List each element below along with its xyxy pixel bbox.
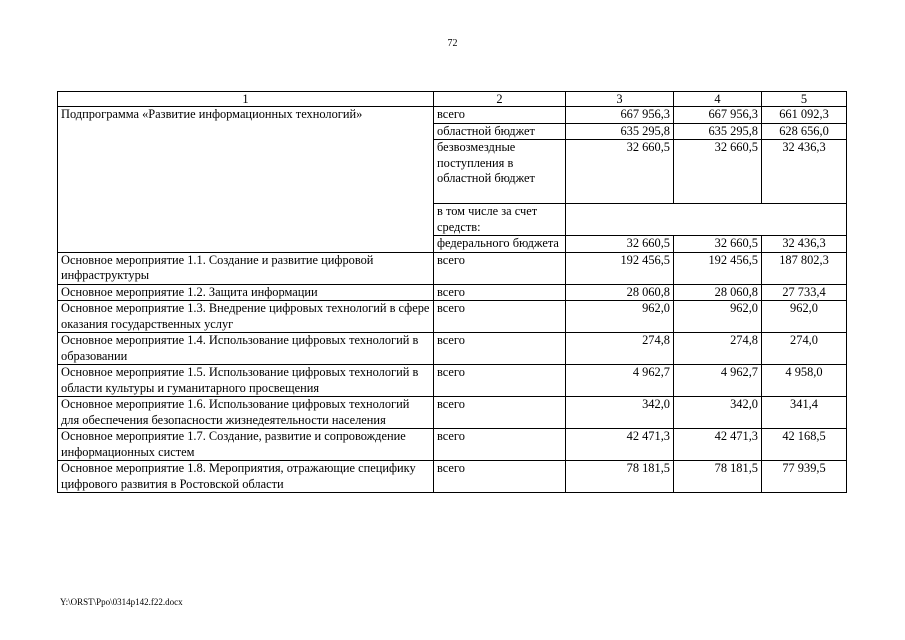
value-cell: 4 962,7 [566,365,674,397]
measure-name: Основное мероприятие 1.5. Использование цифровых технологий в области культуры и гуманитарного просвещения [58,365,434,397]
value-cell: 274,8 [566,333,674,365]
funding-source: областной бюджет [434,123,566,140]
table-row [58,397,847,429]
table-row [58,252,847,284]
value-cell: 635 295,8 [566,123,674,140]
table-row [58,107,847,124]
value-cell: 628 656,0 [762,123,847,140]
page-number: 72 [447,38,458,49]
value-cell: 4 962,7 [674,365,762,397]
column-header: 1 [58,92,434,107]
value-cell: 32 660,5 [674,236,762,253]
value-cell: 635 295,8 [674,123,762,140]
funding-source: всего [434,301,566,333]
value-cell: 274,8 [674,333,762,365]
value-cell: 962,0 [566,301,674,333]
value-cell: 187 802,3 [762,252,847,284]
measure-name: Основное мероприятие 1.3. Внедрение цифровых технологий в сфере оказания государственных услуг [58,301,434,333]
funding-source: всего [434,333,566,365]
value-cell: 42 471,3 [566,429,674,461]
table-row [58,429,847,461]
subprogram-name: Подпрограмма «Развитие информационных технологий» [58,107,434,253]
value-cell: 27 733,4 [762,284,847,301]
value-cell: 32 436,3 [762,140,847,204]
value-cell: 661 092,3 [762,107,847,124]
column-header: 2 [434,92,566,107]
empty-cell [566,204,847,236]
column-header: 3 [566,92,674,107]
value-cell: 42 168,5 [762,429,847,461]
funding-source: всего [434,429,566,461]
table-row [58,365,847,397]
funding-source: всего [434,252,566,284]
measure-name: Основное мероприятие 1.4. Использование цифровых технологий в образовании [58,333,434,365]
value-cell: 32 660,5 [674,140,762,204]
value-cell: 274,0 [762,333,847,365]
value-cell: 32 436,3 [762,236,847,253]
measure-name: Основное мероприятие 1.8. Мероприятия, отражающие специфику цифрового развития в Ростовской области [58,461,434,493]
value-cell: 78 181,5 [566,461,674,493]
measure-name: Основное мероприятие 1.1. Создание и развитие цифровой инфраструктуры [58,252,434,284]
funding-source: всего [434,461,566,493]
value-cell: 28 060,8 [566,284,674,301]
table-header-row [58,92,847,107]
funding-source: всего [434,107,566,124]
value-cell: 667 956,3 [674,107,762,124]
value-cell: 667 956,3 [566,107,674,124]
funding-source: безвозмездные поступления в областной бюджет [434,140,566,204]
measure-name: Основное мероприятие 1.7. Создание, развитие и сопровождение информационных систем [58,429,434,461]
funding-source: федерального бюджета [434,236,566,253]
funding-source: всего [434,365,566,397]
funding-source: всего [434,397,566,429]
column-header: 4 [674,92,762,107]
value-cell: 342,0 [566,397,674,429]
value-cell: 192 456,5 [674,252,762,284]
table-row [58,284,847,301]
value-cell: 77 939,5 [762,461,847,493]
value-cell: 341,4 [762,397,847,429]
value-cell: 42 471,3 [674,429,762,461]
funding-source: всего [434,284,566,301]
value-cell: 32 660,5 [566,140,674,204]
file-path-footer: Y:\ORST\Ppo\0314p142.f22.docx [60,597,183,607]
table-row [58,461,847,493]
table-row [58,301,847,333]
budget-table [57,91,847,493]
value-cell: 78 181,5 [674,461,762,493]
value-cell: 342,0 [674,397,762,429]
value-cell: 962,0 [762,301,847,333]
value-cell: 192 456,5 [566,252,674,284]
value-cell: 962,0 [674,301,762,333]
value-cell: 32 660,5 [566,236,674,253]
table-row [58,333,847,365]
value-cell: 4 958,0 [762,365,847,397]
measure-name: Основное мероприятие 1.6. Использование цифровых технологий для обеспечения безопасности жизнедеятельности населения [58,397,434,429]
measure-name: Основное мероприятие 1.2. Защита информации [58,284,434,301]
column-header: 5 [762,92,847,107]
funding-source: в том числе за счет средств: [434,204,566,236]
value-cell: 28 060,8 [674,284,762,301]
